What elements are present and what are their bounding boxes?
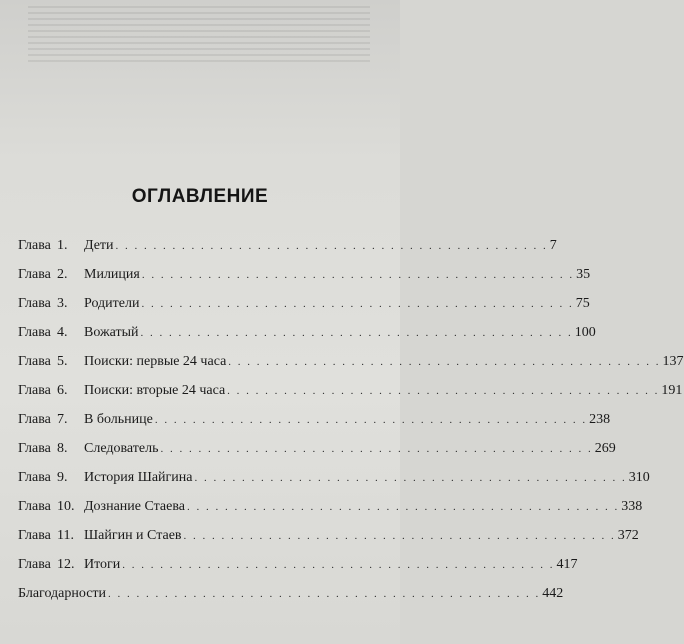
chapter-title: В больнице — [84, 412, 153, 427]
chapter-prefix: Глава — [18, 383, 51, 398]
chapter-title: Шайгин и Стаев — [84, 528, 182, 543]
leader-dots: . . . . . . . . . . . . . . . . . . . . . . . . . . . . . . . . . . . . . . . . . . . . . . — [228, 356, 661, 368]
chapter-prefix: Глава — [18, 528, 51, 543]
page-number: 310 — [628, 470, 650, 485]
page-number: 338 — [621, 499, 643, 514]
toc-entry-label — [18, 441, 158, 457]
page-number: 75 — [575, 296, 590, 311]
chapter-title: Поиски: первые 24 часа — [84, 354, 227, 369]
leader-dots: . . . . . . . . . . . . . . . . . . . . . . . . . . . . . . . . . . . . . . . . . . . . . . — [227, 385, 660, 397]
chapter-prefix: Глава — [18, 354, 51, 369]
toc-entry-label — [18, 267, 140, 283]
chapter-prefix: Глава — [18, 325, 51, 340]
chapter-number: 2. — [57, 267, 68, 282]
show-through-text — [28, 6, 370, 64]
toc-entry — [18, 296, 590, 325]
page-number: 442 — [542, 586, 564, 601]
toc-entry — [18, 499, 643, 528]
page-number: 137 — [662, 354, 684, 369]
toc-entry — [18, 383, 683, 412]
page-number: 417 — [556, 557, 578, 572]
chapter-number: 3. — [57, 296, 68, 311]
toc-entry-label — [18, 354, 226, 370]
leader-dots: . . . . . . . . . . . . . . . . . . . . . . . . . . . . . . . . . . . . . . . . . . . . . . — [187, 501, 620, 513]
toc-entry-label — [18, 557, 120, 573]
leader-dots: . . . . . . . . . . . . . . . . . . . . . . . . . . . . . . . . . . . . . . . . . . . . . . — [115, 240, 548, 252]
toc-entry-acknowledgements — [18, 586, 564, 615]
toc-entry — [18, 238, 557, 267]
chapter-number: 12. — [57, 557, 75, 572]
page-number: 100 — [574, 325, 596, 340]
page-number: 372 — [617, 528, 639, 543]
chapter-title: История Шайгина — [84, 470, 193, 485]
chapter-title: Дознание Стаева — [84, 499, 185, 514]
chapter-number: 10. — [57, 499, 75, 514]
leader-dots: . . . . . . . . . . . . . . . . . . . . . . . . . . . . . . . . . . . . . . . . . . . . . . — [160, 443, 593, 455]
chapter-number: 1. — [57, 238, 68, 253]
page-number: 191 — [661, 383, 683, 398]
leader-dots: . . . . . . . . . . . . . . . . . . . . . . . . . . . . . . . . . . . . . . . . . . . . . . — [141, 298, 574, 310]
toc-entry-label — [18, 499, 185, 515]
chapter-prefix: Глава — [18, 441, 51, 456]
toc-entry-label — [18, 412, 153, 428]
leader-dots: . . . . . . . . . . . . . . . . . . . . . . . . . . . . . . . . . . . . . . . . . . . . . . — [194, 472, 627, 484]
toc-entry-label — [18, 325, 139, 341]
chapter-number: 8. — [57, 441, 68, 456]
toc-entry — [18, 470, 650, 499]
chapter-prefix: Глава — [18, 499, 51, 514]
chapter-title: Милиция — [84, 267, 140, 282]
leader-dots: . . . . . . . . . . . . . . . . . . . . . . . . . . . . . . . . . . . . . . . . . . . . . . — [141, 269, 575, 281]
chapter-prefix: Глава — [18, 412, 51, 427]
leader-dots: . . . . . . . . . . . . . . . . . . . . . . . . . . . . . . . . . . . . . . . . . . . . . . — [108, 588, 541, 600]
toc-entry — [18, 412, 611, 441]
toc-entry — [18, 354, 684, 383]
chapter-number: 11. — [57, 528, 74, 543]
chapter-title: Следователь — [84, 441, 159, 456]
chapter-prefix: Глава — [18, 557, 51, 572]
chapter-title: Родители — [84, 296, 140, 311]
page-number: 7 — [549, 238, 557, 253]
leader-dots: . . . . . . . . . . . . . . . . . . . . . . . . . . . . . . . . . . . . . . . . . . . . . . — [183, 530, 616, 542]
acknowledgements-title: Благодарности — [18, 586, 107, 601]
leader-dots: . . . . . . . . . . . . . . . . . . . . . . . . . . . . . . . . . . . . . . . . . . . . . . — [140, 327, 573, 339]
chapter-number: 7. — [57, 412, 68, 427]
chapter-title: Дети — [84, 238, 114, 253]
chapter-prefix: Глава — [18, 267, 51, 282]
toc-entry-label — [18, 296, 139, 312]
toc-title: ОГЛАВЛЕНИЕ — [131, 186, 269, 207]
chapter-title: Вожатый — [84, 325, 139, 340]
chapter-prefix: Глава — [18, 470, 51, 485]
chapter-number: 6. — [57, 383, 68, 398]
page-number: 238 — [589, 412, 611, 427]
chapter-number: 4. — [57, 325, 68, 340]
toc-entry — [18, 557, 578, 586]
leader-dots: . . . . . . . . . . . . . . . . . . . . . . . . . . . . . . . . . . . . . . . . . . . . . . — [122, 559, 555, 571]
chapter-number: 9. — [57, 470, 68, 485]
toc-entry — [18, 441, 616, 470]
chapter-title: Итоги — [84, 557, 121, 572]
toc-entry-label — [18, 470, 192, 486]
leader-dots: . . . . . . . . . . . . . . . . . . . . . . . . . . . . . . . . . . . . . . . . . . . . . . — [154, 414, 588, 426]
toc-entry-label — [18, 383, 225, 399]
page-number: 35 — [576, 267, 591, 282]
chapter-number: 5. — [57, 354, 68, 369]
toc-entry — [18, 528, 639, 557]
toc-entry — [18, 267, 591, 296]
toc-entry-label — [18, 528, 182, 544]
toc-entry-label — [18, 238, 114, 254]
table-of-contents — [18, 238, 684, 615]
chapter-title: Поиски: вторые 24 часа — [84, 383, 226, 398]
chapter-prefix: Глава — [18, 238, 51, 253]
page-number: 269 — [594, 441, 616, 456]
toc-entry — [18, 325, 596, 354]
chapter-prefix: Глава — [18, 296, 51, 311]
